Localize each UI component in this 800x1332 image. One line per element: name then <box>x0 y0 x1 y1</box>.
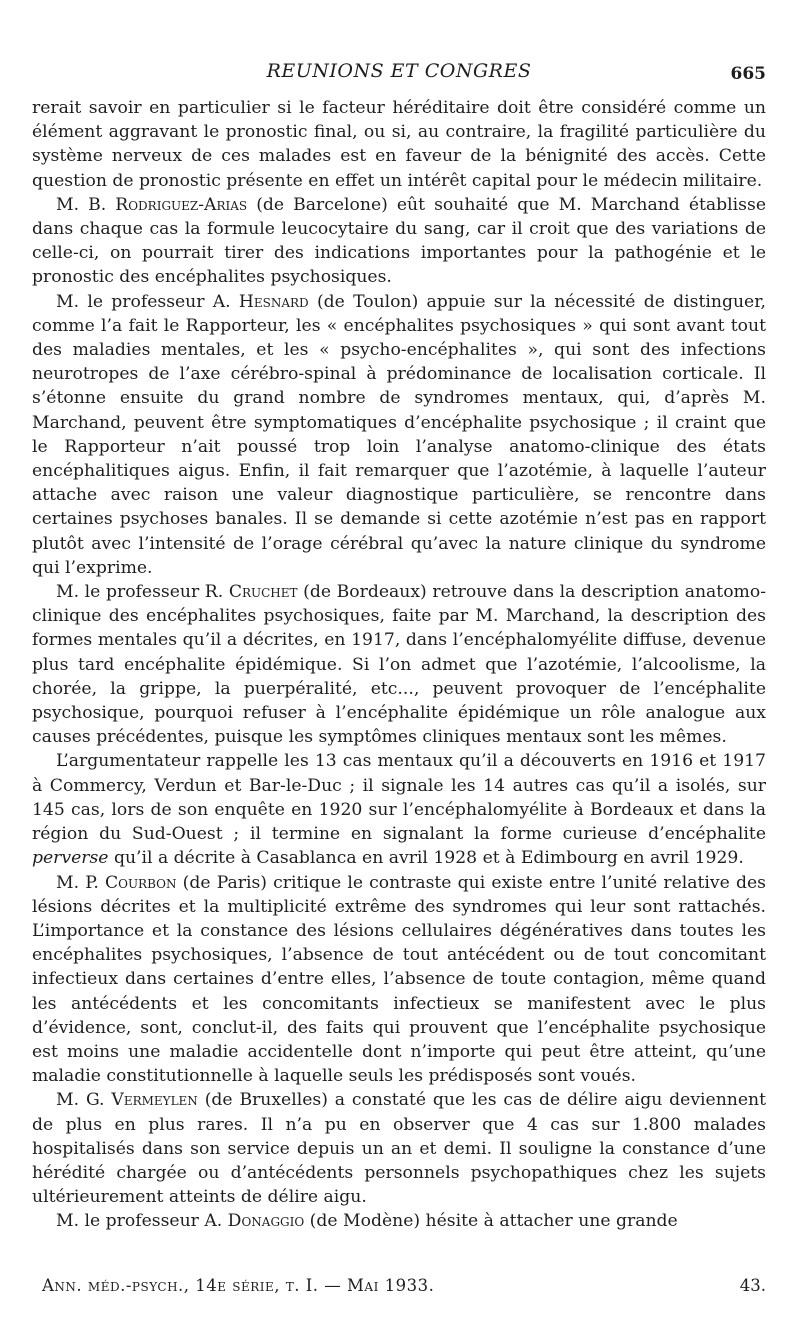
paragraph-hesnard <box>32 290 766 580</box>
paragraph-text: (de Toulon) appuie sur la nécessité de distinguer, comme l’a fait le Rapporteur, les « encéphalites psychosiques » qui sont avant tout des maladies mentales, et les « psycho-encéphalites », qui sont des infections neurotropes de l’axe cérébro-spinal à prédominance de localisation corticale. Il s’étonne ensuite du grand nombre de syndromes mentaux, qui, d’après M. Marchand, peuvent être symptomatiques d’encéphalite psychosique ; il craint que le Rapporteur n’ait poussé trop loin l’analyse anatomo-clinique des états encéphalitiques aigus. Enfin, il fait remarquer que l’azotémie, à laquelle l’auteur attache avec raison une valeur diagnostique particulière, se rencontre dans certaines psychoses banales. Il se demande si cette azotémie n’est pas en rapport plutôt avec l’intensité de l’orage cérébral qu’avec la nature clinique du syndrome qui l’exprime. <box>32 291 766 578</box>
speaker-prefix: M. B. <box>56 194 116 215</box>
paragraph-vermeylen <box>32 1088 766 1209</box>
speaker-prefix: M. le professeur A. <box>56 291 239 312</box>
speaker-prefix: M. P. <box>56 872 105 893</box>
speaker-name: Hesnard <box>238 291 309 312</box>
paragraph-text: (de Barcelone) eût souhaité que M. Marchand établisse dans chaque cas la formule leucocytaire du sang, car il croit que des variations de celle-ci, on pourrait tirer des indications importantes pour la pathogénie et le pronostic des encéphalites psychosiques. <box>32 194 766 288</box>
article-body <box>32 96 766 1234</box>
paragraph-argumentateur <box>32 749 766 870</box>
paragraph-rodriguez-arias <box>32 193 766 290</box>
running-header <box>32 60 766 96</box>
paragraph-courbon <box>32 871 766 1089</box>
paragraph-cruchet <box>32 580 766 749</box>
paragraph-text: qu’il a décrite à Casablanca en avril 1928 et à Edimbourg en avril 1929. <box>108 848 744 869</box>
signature-mark: 43. <box>739 1276 766 1295</box>
paragraph-continuation <box>32 96 766 193</box>
speaker-prefix: M. le professeur R. <box>56 582 229 603</box>
speaker-name: Cruchet <box>228 582 298 603</box>
speaker-prefix: M. le professeur A. <box>56 1211 228 1232</box>
paragraph-text: (de Modène) hésite à attacher une grande <box>304 1211 678 1232</box>
paragraph-text: rerait savoir en particulier si le facteur héréditaire doit être considéré comme un élément aggravant le pronostic final, ou si, au contraire, la fragilité particulière du système nerveux de ces malades est en faveur de la bénignité des accès. Cette question de pronostic présente en effet un intérêt capital pour le médecin militaire. <box>32 98 766 191</box>
page-number: 665 <box>730 64 766 84</box>
speaker-name: Donaggio <box>227 1211 305 1232</box>
speaker-name: Courbon <box>104 872 177 893</box>
speaker-name: Rodriguez-Arias <box>115 194 248 215</box>
paragraph-text: (de Bordeaux) retrouve dans la description anatomo-clinique des encéphalites psychosiques, faite par M. Marchand, la description des formes mentales qu’il a décrites, en 1917, dans l’encéphalomyélite diffuse, devenue plus tard encéphalite épidémique. Si l’on admet que l’azotémie, l’alcoolisme, la chorée, la grippe, la puerpéralité, etc..., peuvent provoquer de l’encéphalite psychosique, pourquoi refuser à l’encéphalite épidémique un rôle analogue aux causes précédentes, puisque les symptômes cliniques mentaux sont les mêmes. <box>32 582 766 748</box>
journal-citation: Ann. méd.-psych., 14e série, t. I. — Mai 1933. <box>42 1276 435 1295</box>
paragraph-donaggio <box>32 1209 766 1233</box>
speaker-prefix: M. G. <box>56 1090 112 1111</box>
running-title: REUNIONS ET CONGRES <box>266 60 532 82</box>
document-page <box>32 60 766 1234</box>
speaker-name: Vermeylen <box>111 1090 198 1111</box>
italic-term: perverse <box>32 848 109 869</box>
paragraph-text: (de Bruxelles) a constaté que les cas de délire aigu deviennent de plus en plus rares. Il n’a pu en observer que 4 cas sur 1.800 malades hospitalisés dans son service depuis un an et demi. Il souligne la constance d’une hérédité chargée ou d’antécédents personnels psychopathiques chez les sujets ultérieurement atteints de délire aigu. <box>32 1090 766 1208</box>
page-footer <box>42 1276 766 1295</box>
paragraph-text: (de Paris) critique le contraste qui existe entre l’unité relative des lésions décrites et la multiplicité extrême des syndromes qui leur sont rattachés. L’importance et la constance des lésions cellulaires dégénératives dans toutes les encéphalites psychosiques, l’absence de tout antécédent ou de tout concomitant infectieux dans certaines d’entre elles, l’absence de toute contagion, même quand les antécédents et les concomitants infectieux se manifestent avec le plus d’évidence, sont, conclut-il, des faits qui prouvent que l’encéphalite psychosique est moins une maladie accidentelle dont n’importe qui peut être atteint, qu’une maladie constitutionnelle à laquelle seuls les prédisposés sont voués. <box>32 872 766 1087</box>
paragraph-text: L’argumentateur rappelle les 13 cas mentaux qu’il a découverts en 1916 et 1917 à Commercy, Verdun et Bar-le-Duc ; il signale les 14 autres cas qu’il a isolés, sur 145 cas, lors de son enquête en 1920 sur l’encéphalomyélite à Bordeaux et dans la région du Sud-Ouest ; il termine en signalant la forme curieuse d’encéphalite <box>32 751 766 845</box>
